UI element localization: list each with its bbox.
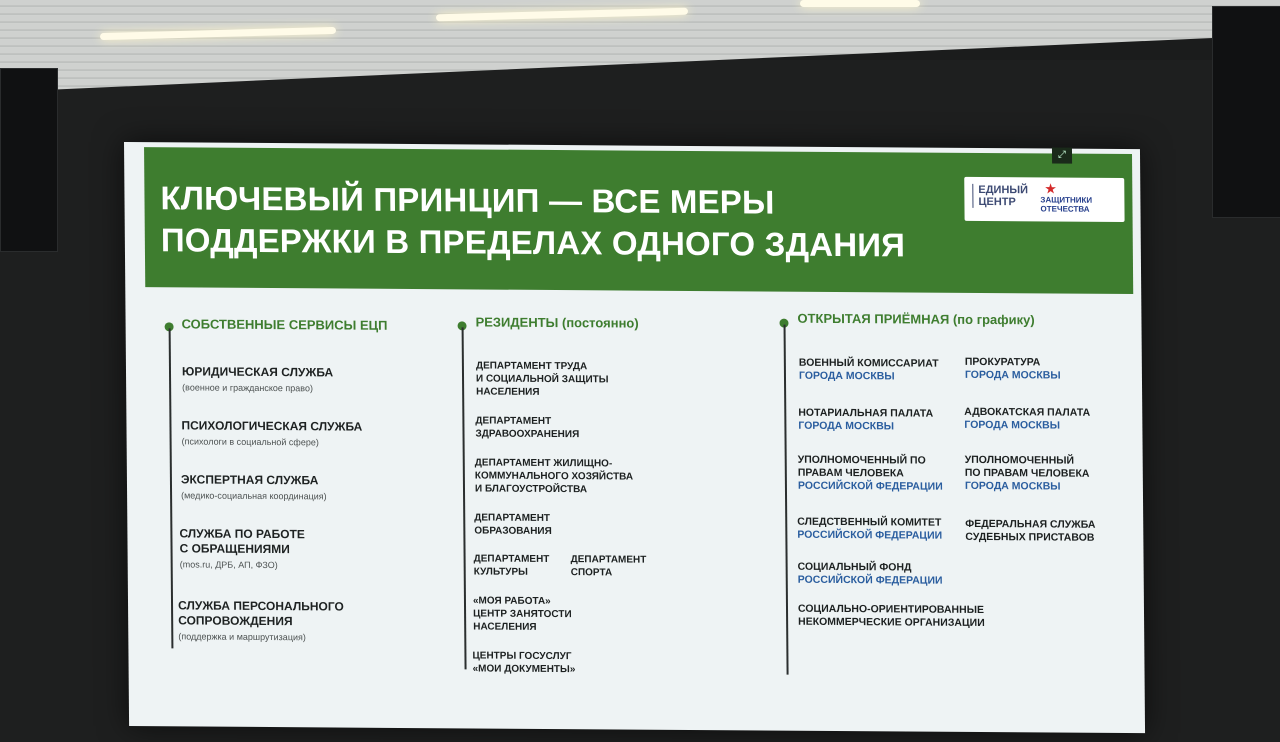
col1-heading: СОБСТВЕННЫЕ СЕРВИСЫ ЕЦП (181, 316, 388, 333)
col2-line (462, 327, 467, 669)
logo-left-text: ЕДИНЫЙ ЦЕНТР (972, 184, 1028, 208)
col3-item: СОЦИАЛЬНЫЙ ФОНД РОССИЙСКОЙ ФЕДЕРАЦИИ (797, 560, 943, 587)
title-banner (144, 147, 1133, 294)
col1-item: СЛУЖБА ПЕРСОНАЛЬНОГО СОПРОВОЖДЕНИЯ (поддержка и маршрутизация) (177, 598, 344, 643)
col1-item: СЛУЖБА ПО РАБОТЕ С ОБРАЩЕНИЯМИ (mos.ru, ДРБ, АП, ФЗО) (179, 526, 305, 571)
col3-item: ВОЕННЫЙ КОМИССАРИАТ ГОРОДА МОСКВЫ (798, 356, 939, 383)
left-speaker (0, 68, 58, 252)
col3-item: СЛЕДСТВЕННЫЙ КОМИТЕТ РОССИЙСКОЙ ФЕДЕРАЦИИ (797, 515, 943, 542)
col3-item: УПОЛНОМОЧЕННЫЙ ПО ПРАВАМ ЧЕЛОВЕКА РОССИЙСКОЙ ФЕДЕРАЦИИ (797, 453, 943, 493)
col3-item: СОЦИАЛЬНО-ОРИЕНТИРОВАННЫЕ НЕКОММЕРЧЕСКИЕ ОРГАНИЗАЦИИ (797, 602, 985, 630)
expand-icon[interactable]: ⤢ (1052, 147, 1072, 163)
col2-item: ДЕПАРТАМЕНТ КУЛЬТУРЫ (473, 553, 550, 578)
col3-item: УПОЛНОМОЧЕННЫЙ ПО ПРАВАМ ЧЕЛОВЕКА ГОРОДА МОСКВЫ (964, 453, 1090, 493)
right-speaker (1212, 6, 1280, 218)
col1-item: ЭКСПЕРТНАЯ СЛУЖБА (медико-социальная координация) (180, 472, 327, 502)
title-line-1: КЛЮЧЕВЫЙ ПРИНЦИП — ВСЕ МЕРЫ (160, 179, 775, 221)
title-line-2: ПОДДЕРЖКИ В ПРЕДЕЛАХ ОДНОГО ЗДАНИЯ (160, 221, 906, 264)
col3-item: АДВОКАТСКАЯ ПАЛАТА ГОРОДА МОСКВЫ (964, 405, 1091, 432)
col2-heading: РЕЗИДЕНТЫ (постоянно) (475, 314, 639, 331)
col2-item: ДЕПАРТАМЕНТ ТРУДА И СОЦИАЛЬНОЙ ЗАЩИТЫ НАСЕЛЕНИЯ (475, 360, 609, 398)
col3-item: НОТАРИАЛЬНАЯ ПАЛАТА ГОРОДА МОСКВЫ (798, 406, 934, 433)
col3-line (784, 325, 789, 675)
col2-item: ДЕПАРТАМЕНТ ЖИЛИЩНО- КОММУНАЛЬНОГО ХОЗЯЙСТВА И БЛАГОУСТРОЙСТВА (474, 457, 634, 496)
col1-item: ЮРИДИЧЕСКАЯ СЛУЖБА (военное и гражданское право) (181, 364, 334, 394)
logo (964, 177, 1124, 222)
col3-item: ПРОКУРАТУРА ГОРОДА МОСКВЫ (964, 355, 1061, 382)
ceiling-lamp (800, 0, 920, 7)
col2-item: ДЕПАРТАМЕНТ ОБРАЗОВАНИЯ (474, 512, 552, 538)
col3-heading: ОТКРЫТАЯ ПРИЁМНАЯ (по графику) (797, 310, 1035, 328)
col3-item: ФЕДЕРАЛЬНАЯ СЛУЖБА СУДЕБНЫХ ПРИСТАВОВ (965, 517, 1096, 544)
star-icon: ★ (1044, 180, 1057, 197)
col2-item: ДЕПАРТАМЕНТ СПОРТА (570, 554, 647, 579)
col2-item: «МОЯ РАБОТА» ЦЕНТР ЗАНЯТОСТИ НАСЕЛЕНИЯ (472, 595, 572, 633)
col2-item: ДЕПАРТАМЕНТ ЗДРАВООХРАНЕНИЯ (475, 415, 580, 441)
col1-line (169, 328, 174, 648)
col2-item: ЦЕНТРЫ ГОСУСЛУГ «МОИ ДОКУМЕНТЫ» (472, 650, 576, 676)
col1-item: ПСИХОЛОГИЧЕСКАЯ СЛУЖБА (психологи в социальной сфере) (181, 418, 363, 448)
presentation-screen (124, 142, 1145, 733)
logo-right-text: ЗАЩИТНИКИ ОТЕЧЕСТВА (1040, 195, 1093, 214)
slide-title (160, 177, 961, 267)
